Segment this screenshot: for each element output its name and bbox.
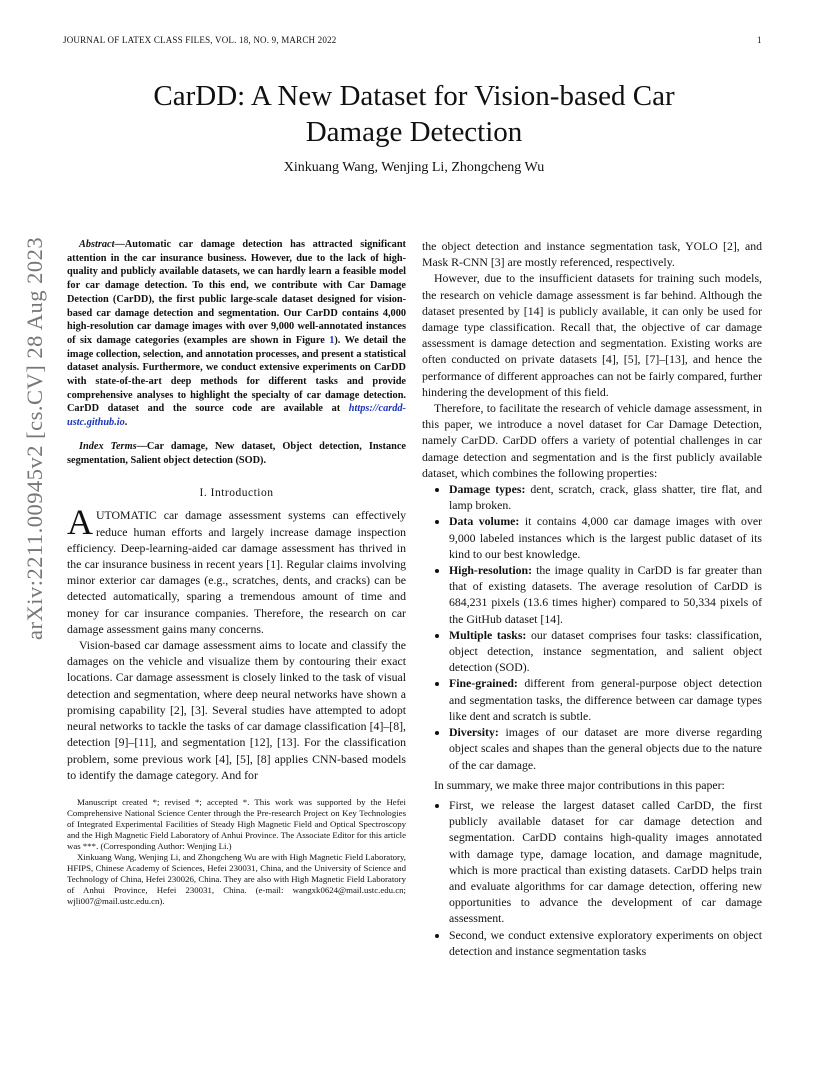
- index-terms-text: —Car damage, New dataset, Object detection, Instance segmentation, Salient object detection (SOD).: [67, 440, 406, 466]
- list-item: • Fine-grained: different from general-purpose object detection and segmentation tasks, the difference between car damage types like dent and scratch is subtle.: [449, 675, 762, 724]
- dataset-url-link[interactable]: https://cardd-ustc.github.io: [67, 403, 406, 429]
- abstract-label: Abstract: [79, 239, 115, 250]
- abstract-text-2: ). We detail the image collection, selection, and annotation processes, and present a statistical dataset analysis. Furthermore, we conduct extensive experiments on CarDD with state-of-the-art deep methods for different tasks and provide comprehensive analyses to highlight the specialty of car damage detection. CarDD dataset and the source code are available at: [67, 334, 406, 415]
- list-item: • First, we release the largest dataset called CarDD, the first publicly available dataset for car damage detection and segmentation. CarDD contains high-quality images annotated with damage type, damage location, and damage magnitude, which is more practical than existing datasets. CarDD helps train and evaluate algorithms for car damage detection, offering new opportunities to advance the development of car damage assessment.: [449, 797, 762, 927]
- index-terms: [67, 440, 406, 467]
- right-paragraph-2: Therefore, to facilitate the research of vehicle damage assessment, in this paper, we introduce a novel dataset for Car Damage Detection, namely CarDD. CarDD offers a variety of potential challenges in car damage detection and segmentation and is the first publicly available dataset, which combines the following properties:: [422, 401, 762, 480]
- intro-paragraph-1: [67, 502, 406, 637]
- paper-title: [60, 78, 768, 150]
- abstract: [67, 238, 406, 430]
- list-item: • High-resolution: the image quality in CarDD is far greater than that of existing datasets. The average resolution of CarDD is 684,231 pixels (13.6 times higher) compared to 50,334 pixels of the GitHub dataset [14].: [449, 562, 762, 627]
- index-terms-label: Index Terms: [79, 440, 137, 452]
- title-line-2: Damage Detection: [305, 116, 523, 148]
- list-item: • Multiple tasks: our dataset comprises four tasks: classification, object detection, instance segmentation, and salient object detection (SOD).: [449, 627, 762, 676]
- list-item: • Diversity: images of our dataset are more diverse regarding object scales and shapes than the general objects due to the nature of the car damage.: [449, 724, 762, 773]
- list-item: • Damage types: dent, scratch, crack, glass shatter, tire flat, and lamp broken.: [449, 481, 762, 513]
- title-line-1: CarDD: A New Dataset for Vision-based Car: [153, 80, 675, 112]
- section-heading-introduction: I. Introduction: [199, 487, 274, 500]
- abstract-text: —Automatic car damage detection has attracted significant attention in the car insurance business. However, due to the lack of high-quality and publicly available datasets, we can hardly learn a feasible model for car damage detection. To this end, we contribute with Car Damage Detection (CarDD), the first public large-scale dataset designed for vision-based car damage detection and segmentation. Our CarDD contains 4,000 high-resolution car damage images with over 9,000 well-annotated instances of six damage categories (examples are shown in Figure: [67, 239, 406, 346]
- intro-paragraph-2: Vision-based car damage assessment aims to locate and classify the damages on the vehicle and visualize them by contouring their exact locations. Car damage assessment is closely linked to the task of visual detection and segmentation, where deep neural networks have shown a promising capability [2], [3]. Several studies have attempted to adopt neural networks to tackle the tasks of car damage classification [4]–[8], detection [9]–[11], and segmentation [12], [13]. For the classification problem, some previous work [4], [5], [8] applies CNN-based models to identify the damage category. And for: [67, 638, 406, 782]
- running-header: JOURNAL OF LATEX CLASS FILES, VOL. 18, NO. 9, MARCH 2022: [63, 35, 337, 45]
- list-item: • Second, we conduct extensive exploratory experiments on object detection and instance segmentation tasks: [449, 927, 762, 959]
- page-number: 1: [757, 35, 762, 45]
- arxiv-stamp: arXiv:2211.00945v2 [cs.CV] 28 Aug 2023: [22, 236, 47, 640]
- footnote-funding: Manuscript created *; revised *; accepted *. This work was supported by the Hefei Comprehensive National Science Center through the Pre-research Project on Key Technologies of Integrated Experimental Facilities of Steady High Magnetic Field and Optical Spectroscopy and the High Magnetic Field Laboratory of Anhui Province. The Associate Editor for this article was ***. (Corresponding Author: Wenjing Li.): [67, 796, 406, 851]
- intro-p1-text: UTOMATIC car damage assessment systems can effectively reduce human efforts and largely increase damage inspection efficiency. Deep-learning-aided car damage assessment has thrived in the car insurance business in recent years [1]. Regular claims involving minor exterior car damages (e.g., scratches, dents, and cracks) can be detected automatically, sparing a tremendous amount of time and money for car insurance companies. Therefore, the research on car damage assessment gains many concerns.: [67, 508, 406, 636]
- dropcap-letter: A: [67, 502, 93, 543]
- figure-ref-link[interactable]: 1: [329, 334, 335, 346]
- right-column: [422, 238, 762, 959]
- left-column: [67, 238, 406, 907]
- right-paragraph-1: However, due to the insufficient datasets for training such models, the research on vehicle damage assessment is far behind. Although the dataset presented by [14] is publicly available, it can only be used for damage type classification. Recall that, the objective of car damage assessment is damage detection and segmentation. Existing works are often conducted on private datasets [4], [5], [7]–[13], and hence the performance of different approaches can not be fairly compared, further hindering the development of this field.: [422, 271, 762, 399]
- properties-list: [422, 481, 762, 773]
- contributions-list: [422, 797, 762, 959]
- right-paragraph-3: In summary, we make three major contributions in this paper:: [434, 777, 725, 792]
- list-item: • Data volume: it contains 4,000 car damage images with over 9,000 labeled instances which is the largest public dataset of its kind to our best knowledge.: [449, 513, 762, 562]
- right-paragraph-0: the object detection and instance segmentation task, YOLO [2], and Mask R-CNN [3] are mostly referenced, respectively.: [422, 239, 762, 270]
- footnote-affiliation: Xinkuang Wang, Wenjing Li, and Zhongcheng Wu are with High Magnetic Field Laboratory, HFIPS, Chinese Academy of Sciences, Hefei 230031, China, and the University of Science and Technology of China, Hefei 230026, China. They are also with High Magnetic Field Laboratory of Anhui Province, Hefei 230031, China. (e-mail: wangxk0624@mail.ustc.edu.cn; wjli007@mail.ustc.edu.cn).: [67, 851, 406, 906]
- author-list: Xinkuang Wang, Wenjing Li, Zhongcheng Wu: [283, 160, 545, 175]
- abstract-end: .: [124, 417, 128, 429]
